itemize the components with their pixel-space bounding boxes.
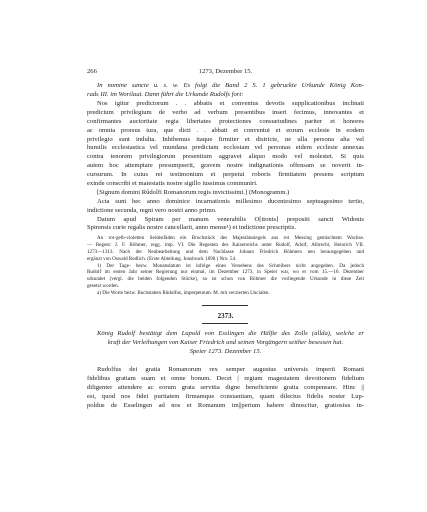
regest xyxy=(87,330,364,348)
text-line: privilegio sunt indulta. Inhibemus itaque firmiter et districte, ne ulla persona alta vel xyxy=(87,135,364,143)
charter-text xyxy=(87,100,364,233)
text-line: est, quod nos fidei puritatem firmamque constantiam, quam dilectus fidelis noster Lup- xyxy=(87,392,364,400)
text-line: autem hoc attemptare presumpserit, gravem nostre indignationis offensam se noverit in- xyxy=(87,162,364,170)
text-line: ac omnia prorsus iura, que dicti . . abbati et conventui et eorum ecclesie in eodem xyxy=(87,126,364,134)
place-date: Speier 1273. Dezember 15. xyxy=(189,348,262,355)
place-date-line xyxy=(87,348,364,357)
text-line: a) Die Worte bezw. Buchstaben Rûdolfus, imperpetuum. M. mit verzierten Uncialen. xyxy=(97,290,270,297)
text-line: Acta sunt hec anno dominice incarnationis millesimo ducentesimo septuagesimo tertio, xyxy=(97,197,364,205)
text-line: predictum privilegium de verbo ad verbum presentibus inseri fecimus, innovantes et xyxy=(87,108,364,116)
text-line: contra tenorem privilegiorum presentium aggravet aliquo modo vel molestet. Si quis xyxy=(87,153,364,161)
text-line: Nos igitur predictorum . . abbatis et conventus devotis supplicationibus inclinati xyxy=(97,100,364,107)
text-line: confirmantes auctoritate regia libertates protectiones consuetudines pariter et honores xyxy=(87,117,364,125)
text-line: In nomine sancte u. s. w. Es folgt die Band 2 S. 1 gebruckte Urkunde König Kon- xyxy=(97,82,364,89)
text-line: diligenter attendere ac eorum grata servitia digne beneficiente gratia compensare. Hinc || xyxy=(87,383,364,391)
text-line: indictione secunda, regni vero nostri anno primo. xyxy=(87,206,217,214)
text-line: [Signum domini Rûdolfi Romanorum regis invictissimi.] (Monogramm.) xyxy=(97,188,290,196)
intro-paragraph xyxy=(87,82,364,100)
text-line: kraft der Verleihungen von Kaiser Friedrich und seinen Vorgängern seither besessen hat. xyxy=(107,338,344,346)
footnotes xyxy=(87,235,364,297)
charter-text-2 xyxy=(87,366,364,410)
text-line: cursurum. In cuius rei testimonium et perpetui roboris firmitatem presens scriptum xyxy=(87,171,364,179)
text-line: 1273—1313. Nach der Neubearbeitung und dem Nachlasse Johann Friedrich Böhmers neu herausgegeben und xyxy=(87,248,364,255)
text-line: fidelibus gratiam suam et omne bonum. Decet | regiam magestatem devotionem fidelium xyxy=(87,374,364,382)
text-line: gesetzt worden. xyxy=(87,283,119,290)
text-line: Datum apud Spiram per manum venerabilis O[ttonis] prepositi sancti Widonis xyxy=(97,215,364,223)
text-line: exinde conscribi et maiestatis nostre sigillo iussimus communiri. xyxy=(87,180,258,188)
page-number: 266 xyxy=(87,68,97,75)
text-line: Rudolf im ersten Jahr seiner Regierung nur einmal, im Dezember 1273, in Speier war, wo er vom 15.—16. Dezember xyxy=(87,269,364,276)
text-line: — Regest: J. F. Böhmer, regg. imp. VI. Die Regesten des Kaiserreichs unter Rudolf, Adolf, Albrecht, Heinrich VII. xyxy=(87,241,364,248)
text-line: 1) Der Tage- bezw. Monatsdatum ist infolge eines Versehens des Schreibers nicht angegeben. Da jedoch xyxy=(97,262,364,269)
text-line: An rot-gelb-violetten Seidenfäden ein Bruchstück des Majestätssiegels aus rot Messing gemischtem Wachse. xyxy=(97,235,364,241)
text-line: urkundet (vergl. die beiden folgenden Stücke), so ist schon von Böhmer die vorliegende Urkunde in diese Zeit xyxy=(87,276,364,283)
running-head: 1273, Dezember 15. xyxy=(198,68,253,75)
document-number: 2373. xyxy=(217,312,234,320)
text-line: Spirensis curie regalis nostre cancellarii, anno mense¹) et indictione prescriptis. xyxy=(87,224,297,232)
text-line: rads III. im Wortlaut. Dann führt die Urkunde Rudolfs fort: xyxy=(87,90,244,98)
text-line: ergänzt von Oswald Redlich. (Erste Abteilung. Innsbruck 1898.) Nro. 54. xyxy=(87,255,237,262)
text-line: König Rudolf bestätigt dem Lupold von Esslingen die Hälfte des Zolls (allda), welche er xyxy=(97,330,364,337)
text-line: poldus de Esselingen ad nos et Romanum im||perium habere dinoscitur, gratiosius in- xyxy=(87,401,364,409)
separator-rule xyxy=(202,305,248,306)
page-header xyxy=(87,68,364,78)
text-line: humilis ecclesiastica vel mundana predictam ecclesiam vel personas eidem ecclesie annexas xyxy=(87,144,364,152)
separator-rule xyxy=(202,323,248,324)
text-line: Rudolfus dei gratia Romanorum rex semper augustus universis imperii Romani xyxy=(97,366,364,373)
